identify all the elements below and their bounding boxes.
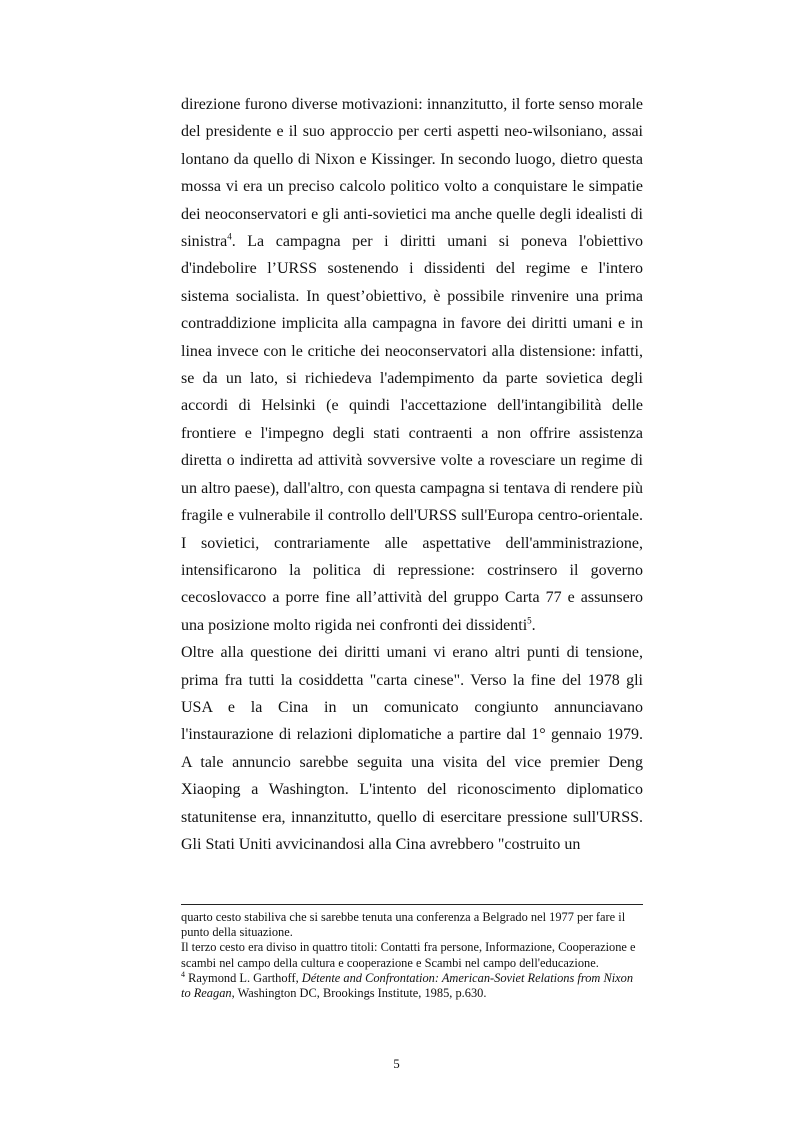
footnote-4-number: 4 <box>181 969 185 979</box>
footnote-ref-4: 4 <box>227 231 232 242</box>
main-text <box>181 91 643 858</box>
footnote-4-author: Raymond L. Garthoff, <box>185 970 302 985</box>
footnote-continuation-1: quarto cesto stabiliva che si sarebbe tenuta una conferenza a Belgrado nel 1977 per fare il punto della situazione. <box>181 910 626 940</box>
footnote-ref-5: 5 <box>527 615 532 626</box>
paragraph-1-text-b: . La campagna per i diritti umani si poneva l'obiettivo d'indebolire l’URSS sostenendo i dissidenti del regime e l'intero sistema socialista. In quest’obiettivo, è possibile rinvenire una prima contraddizione implicita alla campagna in favore dei diritti umani e in linea invece con le critiche dei neoconservatori alla distensione: infatti, se da un lato, si richiedeva l'adempimento da parte sovietica degli accordi di Helsinki (e quindi l'accettazione dell'intangibilità delle frontiere e l'impegno degli stati contraenti a non offrire assistenza diretta o indiretta ad attività sovversive volte a rovesciare un regime di un altro paese), dall'altro, con questa campagna si tentava di rendere più fragile e vulnerabile il controllo dell'URSS sull'Europa centro-orientale. I sovietici, contrariamente alle aspettative dell'amministrazione, intensificarono la politica di repressione: costrinsero il governo cecoslovacco a porre fine all’attività del gruppo Carta 77 e assunsero una posizione molto rigida nei confronti dei dissidenti <box>181 233 643 634</box>
paragraph-1-text-c: . <box>531 616 536 634</box>
paragraph-1 <box>181 91 643 639</box>
footnote-continuation-2: Il terzo cesto era diviso in quattro titoli: Contatti fra persone, Informazione, Cooperazione e scambi nel campo della cultura e cooperazione e Scambi nel campo dell'educazione. <box>181 940 636 970</box>
footnote-4-title: Détente and Confrontation: American-Soviet Relations from Nixon to Reagan <box>181 970 634 1001</box>
page-number: 5 <box>393 1056 400 1071</box>
paragraph-1-text-a: direzione furono diverse motivazioni: innanzitutto, il forte senso morale del presidente e il suo approccio per certi aspetti neo-wilsoniano, assai lontano da quello di Nixon e Kissinger. In secondo luogo, dietro questa mossa vi era un preciso calcolo politico volto a conquistare le simpatie dei neoconservatori e gli anti-sovietici ma anche quelle degli idealisti di sinistra <box>181 96 643 251</box>
footnote-4 <box>181 971 643 1001</box>
paragraph-2: Oltre alla questione dei diritti umani vi erano altri punti di tensione, prima fra tutti la cosiddetta "carta cinese". Verso la fine del 1978 gli USA e la Cina in un comunicato congiunto annunciavano l'instaurazione di relazioni diplomatiche a partire dal 1° gennaio 1979. A tale annuncio sarebbe seguita una visita del vice premier Deng Xiaoping a Washington. L'intento del riconoscimento diplomatico statunitense era, innanzitutto, quello di esercitare pressione sull'URSS. Gli Stati Uniti avvicinandosi alla Cina avrebbero "costruito un <box>181 644 643 853</box>
footnote-4-rest: , Washington DC, Brookings Institute, 1985, p.630. <box>231 986 487 1001</box>
footnotes <box>181 910 643 1001</box>
footnote-separator <box>181 904 643 905</box>
